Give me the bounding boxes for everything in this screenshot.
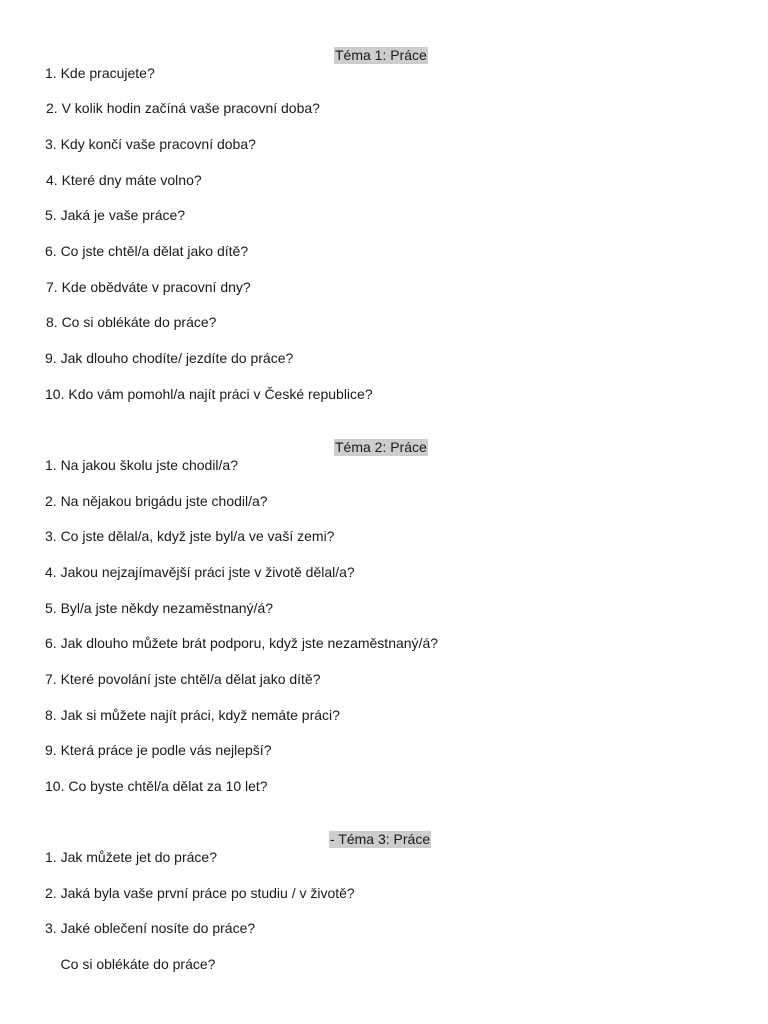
section-3-heading: - Téma 3: Práce (330, 831, 431, 847)
section-3-question-3: 3. Jaké oblečení nosíte do práce? (45, 920, 256, 936)
section-1-question-8: 8. Co si oblékáte do práce? (46, 314, 217, 330)
section-1-question-7: 7. Kde obědváte v pracovní dny? (46, 279, 251, 295)
section-3-question-1: 1. Jak můžete jet do práce? (45, 849, 217, 865)
section-1-question-4: 4. Které dny máte volno? (46, 172, 202, 188)
section-2-question-5: 5. Byl/a jste někdy nezaměstnaný/á? (45, 600, 274, 616)
section-1-question-2: 2. V kolik hodin začíná vaše pracovní doba? (46, 100, 320, 116)
section-2-question-4: 4. Jakou nejzajímavější práci jste v životě dělal/a? (45, 564, 355, 580)
section-1-question-9: 9. Jak dlouho chodíte/ jezdíte do práce? (45, 350, 294, 366)
section-2-question-9: 9. Která práce je podle vás nejlepší? (45, 742, 272, 758)
section-2-question-6: 6. Jak dlouho můžete brát podporu, když jste nezaměstnaný/á? (45, 635, 439, 651)
section-3-question-2: 2. Jaká byla vaše první práce po studiu / v životě? (45, 885, 355, 901)
section-2-question-2: 2. Na nějakou brigádu jste chodil/a? (45, 493, 268, 509)
section-2-question-7: 7. Které povolání jste chtěl/a dělat jako dítě? (45, 671, 321, 687)
section-1-heading: Téma 1: Práce (335, 47, 427, 63)
section-1-question-1: 1. Kde pracujete? (45, 65, 155, 81)
section-2-question-10: 10. Co byste chtěl/a dělat za 10 let? (45, 778, 268, 794)
section-2-heading: Téma 2: Práce (335, 439, 427, 455)
section-1-question-6: 6. Co jste chtěl/a dělat jako dítě? (45, 243, 249, 259)
section-1-question-10: 10. Kdo vám pomohl/a najít práci v České republice? (45, 386, 373, 402)
section-1-question-5: 5. Jaká je vaše práce? (45, 207, 186, 223)
section-2-question-8: 8. Jak si můžete najít práci, když nemáte práci? (45, 707, 340, 723)
section-3-question-3-alt: Co si oblékáte do práce? (45, 956, 216, 972)
section-1-question-3: 3. Kdy končí vaše pracovní doba? (45, 136, 256, 152)
section-2-question-1: 1. Na jakou školu jste chodil/a? (45, 457, 238, 473)
section-2-question-3: 3. Co jste dělal/a, když jste byl/a ve vaší zemi? (45, 528, 335, 544)
